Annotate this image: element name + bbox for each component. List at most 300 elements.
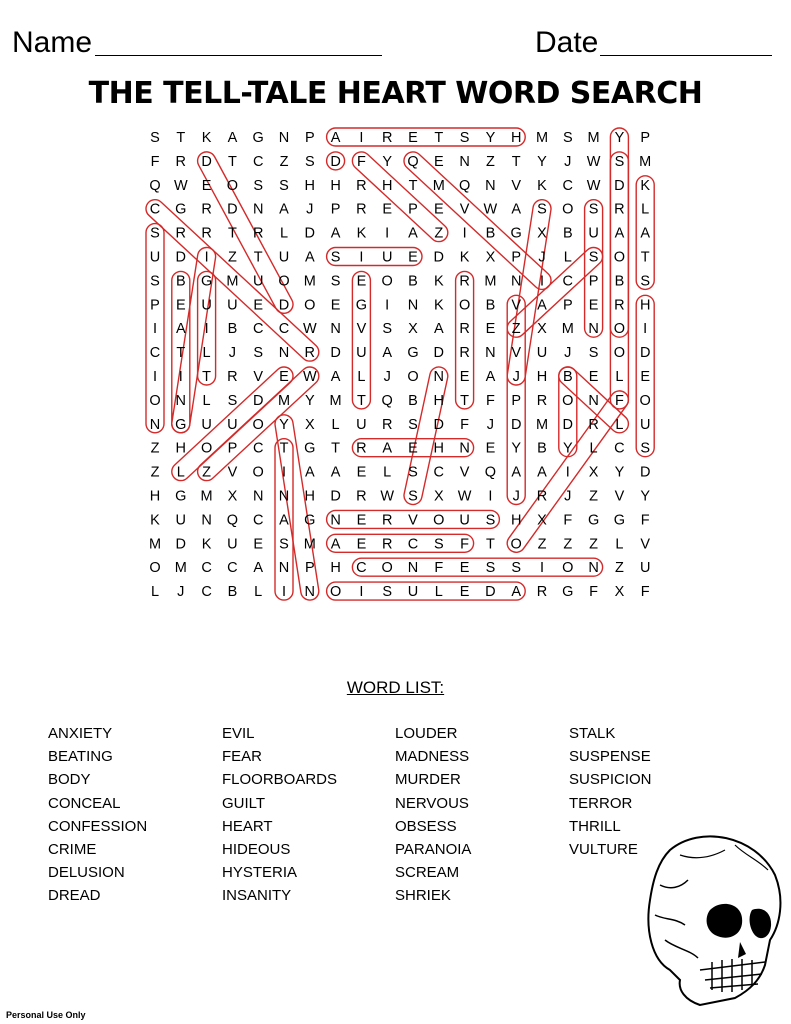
grid-letter: L	[563, 249, 572, 266]
grid-letter: P	[640, 130, 651, 146]
grid-letter: E	[485, 321, 496, 338]
grid-letter: Z	[202, 464, 212, 481]
grid-letter: U	[639, 560, 651, 577]
grid-letter: S	[253, 345, 264, 362]
grid-letter: R	[356, 440, 367, 457]
grid-letter: L	[589, 440, 598, 457]
grid-letter: Y	[485, 130, 496, 146]
grid-letter: Q	[484, 464, 497, 481]
grid-letter: B	[485, 225, 496, 242]
grid-letter: F	[150, 153, 160, 170]
grid-letter: T	[640, 249, 650, 266]
grid-letter: O	[226, 177, 239, 194]
grid-letter: V	[459, 201, 470, 218]
grid-letter: K	[356, 225, 367, 242]
grid-letter: C	[562, 273, 574, 290]
grid-letter: R	[175, 153, 187, 170]
grid-letter: Q	[381, 392, 393, 409]
grid-letter: R	[381, 536, 393, 553]
skull-illustration	[640, 830, 785, 1015]
grid-letter: S	[485, 512, 496, 529]
grid-letter: D	[330, 488, 341, 505]
grid-letter: S	[382, 321, 393, 338]
grid-letter: G	[175, 201, 187, 218]
grid-letter: C	[433, 464, 445, 481]
grid-letter: T	[485, 536, 495, 553]
grid-letter: N	[252, 201, 264, 218]
word-list-item: OBSESS	[395, 817, 457, 835]
grid-letter: F	[563, 512, 573, 529]
page-title: THE TELL-TALE HEART WORD SEARCH	[88, 76, 703, 111]
grid-letter: N	[485, 345, 496, 362]
grid-letter: Y	[640, 488, 651, 505]
name-label: Name	[12, 26, 93, 59]
grid-letter: V	[511, 345, 522, 362]
grid-letter: P	[330, 201, 341, 218]
grid-letter: X	[537, 512, 547, 529]
grid-letter: R	[227, 369, 238, 385]
grid-letter: F	[434, 560, 444, 577]
grid-letter: M	[226, 273, 239, 290]
word-list-item: HYSTERIA	[222, 864, 298, 882]
grid-letter: O	[458, 297, 471, 314]
grid-letter: H	[175, 440, 187, 457]
grid-letter: P	[511, 249, 522, 266]
grid-letter: S	[640, 273, 651, 290]
grid-letter: A	[408, 225, 418, 242]
grid-letter: E	[356, 464, 367, 481]
grid-letter: E	[253, 297, 264, 314]
grid-letter: F	[460, 536, 470, 553]
word-list-item: DELUSION	[48, 864, 125, 882]
grid-letter: N	[330, 512, 341, 529]
grid-letter: U	[588, 225, 599, 242]
grid-letter: S	[408, 464, 418, 481]
grid-letter: J	[538, 249, 546, 266]
grid-letter: Y	[511, 440, 522, 457]
grid-letter: U	[175, 512, 187, 529]
grid-letter: E	[640, 369, 651, 385]
grid-letter: M	[561, 321, 574, 338]
grid-letter: D	[639, 464, 651, 481]
grid-letter: S	[150, 130, 160, 146]
grid-letter: Z	[279, 153, 289, 170]
grid-letter: T	[176, 130, 186, 146]
word-list-column-3	[395, 722, 471, 908]
grid-letter: L	[383, 464, 392, 481]
found-word-highlight	[327, 534, 474, 552]
grid-letter: S	[150, 225, 160, 242]
grid-letter: U	[201, 416, 212, 433]
grid-letter: L	[615, 416, 624, 433]
grid-letter: D	[227, 201, 238, 218]
grid-letter: S	[150, 273, 160, 290]
grid-letter: X	[485, 249, 496, 266]
grid-letter: U	[149, 249, 161, 266]
word-list-item: ANXIETY	[48, 725, 113, 742]
grid-letter: O	[381, 273, 393, 290]
grid-letter: X	[227, 488, 238, 505]
grid-letter: G	[252, 130, 264, 146]
word-list-item: EVIL	[222, 725, 255, 742]
grid-letter: N	[588, 392, 599, 409]
grid-letter: D	[562, 416, 574, 433]
grid-letter: C	[201, 560, 212, 577]
grid-letter: L	[615, 369, 624, 385]
grid-letter: V	[511, 177, 522, 194]
grid-letter: N	[252, 488, 264, 505]
grid-letter: E	[408, 130, 418, 146]
grid-letter: G	[304, 440, 316, 457]
grid-letter: M	[484, 273, 497, 290]
grid-letter: I	[359, 130, 364, 146]
grid-letter: I	[152, 321, 158, 338]
grid-letter: R	[356, 201, 367, 218]
grid-letter: L	[254, 584, 263, 601]
grid-letter: K	[640, 177, 651, 194]
grid-letter: U	[252, 273, 264, 290]
grid-letter: W	[457, 488, 472, 505]
grid-letter: I	[539, 560, 545, 577]
grid-letter: S	[562, 130, 573, 146]
grid-letter: H	[536, 369, 548, 385]
grid-letter: J	[564, 153, 572, 170]
word-list-item: BEATING	[48, 748, 113, 766]
grid-letter: B	[227, 584, 238, 601]
grid-letter: F	[640, 584, 650, 601]
grid-letter: J	[564, 488, 572, 505]
grid-letter: Z	[434, 225, 444, 242]
grid-letter: O	[329, 584, 342, 601]
grid-letter: B	[227, 321, 238, 338]
grid-letter: N	[304, 584, 316, 601]
grid-letter: G	[587, 512, 600, 529]
grid-letter: V	[408, 512, 418, 529]
grid-letter: J	[177, 584, 185, 601]
grid-letter: X	[537, 225, 547, 242]
grid-letter: J	[383, 369, 391, 385]
grid-letter: S	[382, 584, 393, 601]
grid-letter: N	[278, 345, 290, 362]
grid-letter: S	[304, 153, 315, 170]
grid-letter: N	[201, 512, 212, 529]
grid-letter: S	[279, 536, 289, 553]
grid-letter: M	[174, 560, 187, 577]
grid-letter: P	[304, 130, 315, 146]
grid-letter: E	[356, 536, 367, 553]
grid-letter: S	[640, 440, 651, 457]
word-list-item: PARANOIA	[395, 841, 472, 859]
grid-letter: D	[330, 345, 341, 362]
grid-letter: D	[433, 345, 445, 362]
grid-letter: N	[278, 488, 290, 505]
grid-letter: N	[330, 321, 341, 338]
grid-letter: E	[459, 584, 470, 601]
grid-letter: T	[227, 153, 237, 170]
grid-letter: C	[149, 345, 161, 362]
grid-letter: S	[433, 536, 444, 553]
word-list-item: SHRIEK	[395, 887, 451, 905]
grid-letter: A	[330, 369, 341, 385]
grid-letter: I	[488, 488, 493, 505]
word-list-item: FLOORBOARDS	[222, 771, 338, 789]
grid-letter: R	[536, 392, 548, 409]
word-list-item: LOUDER	[395, 725, 458, 742]
grid-letter: C	[356, 560, 367, 577]
grid-letter: T	[176, 345, 186, 362]
grid-letter: N	[459, 153, 470, 170]
grid-letter: N	[407, 297, 419, 314]
grid-letter: E	[279, 369, 289, 385]
grid-letter: T	[434, 130, 444, 146]
grid-letter: D	[433, 249, 445, 266]
grid-letter: W	[302, 369, 317, 385]
grid-letter: I	[385, 297, 390, 314]
grid-letter: N	[433, 369, 445, 385]
grid-letter: N	[510, 273, 522, 290]
found-word-highlight	[610, 128, 628, 409]
word-list-item: INSANITY	[222, 887, 292, 905]
found-word-highlight	[352, 271, 370, 409]
grid-letter: U	[227, 416, 238, 433]
grid-letter: G	[355, 297, 368, 314]
grid-letter: D	[614, 177, 625, 194]
grid-letter: Y	[614, 464, 625, 481]
grid-letter: Y	[562, 440, 573, 457]
grid-letter: E	[408, 249, 418, 266]
grid-letter: A	[330, 464, 341, 481]
grid-letter: P	[150, 297, 160, 314]
grid-letter: N	[149, 416, 161, 433]
grid-letter: V	[640, 536, 651, 553]
grid-letter: X	[408, 321, 418, 338]
grid-letter: H	[149, 488, 161, 505]
grid-letter: A	[511, 201, 522, 218]
grid-letter: Z	[150, 464, 160, 481]
grid-letter: D	[485, 584, 496, 601]
grid-letter: E	[330, 297, 341, 314]
grid-letter: I	[204, 249, 209, 266]
grid-letter: L	[434, 584, 443, 601]
grid-letter: C	[149, 201, 161, 218]
grid-letter: I	[152, 369, 158, 385]
grid-letter: I	[281, 464, 287, 481]
grid-letter: D	[510, 416, 522, 433]
grid-letter: O	[252, 416, 264, 433]
grid-letter: A	[537, 464, 547, 481]
grid-letter: L	[615, 536, 624, 553]
grid-letter: U	[459, 512, 470, 529]
grid-letter: X	[614, 584, 625, 601]
grid-letter: R	[459, 273, 470, 290]
grid-letter: H	[639, 297, 651, 314]
grid-letter: D	[304, 225, 316, 242]
grid-letter: I	[565, 464, 570, 481]
grid-letter: R	[356, 177, 367, 194]
grid-letter: J	[486, 416, 495, 433]
grid-letter: M	[148, 536, 162, 553]
grid-letter: Y	[614, 130, 625, 146]
grid-letter: Y	[279, 416, 289, 433]
grid-letter: U	[407, 584, 419, 601]
grid-letter: O	[510, 536, 522, 553]
grid-letter: A	[614, 225, 625, 242]
grid-letter: Z	[614, 560, 624, 577]
grid-letter: O	[433, 512, 445, 529]
grid-letter: E	[588, 297, 599, 314]
grid-letter: F	[589, 584, 599, 601]
grid-letter: H	[433, 440, 445, 457]
grid-letter: K	[537, 177, 547, 194]
grid-letter: N	[459, 440, 470, 457]
grid-letter: A	[330, 130, 341, 146]
grid-letter: S	[588, 201, 599, 218]
grid-letter: T	[331, 440, 341, 457]
grid-letter: K	[201, 130, 212, 146]
grid-letter: D	[330, 153, 341, 170]
grid-letter: E	[382, 201, 393, 218]
found-word-highlight	[456, 271, 474, 409]
word-list-item: STALK	[569, 725, 616, 742]
grid-letter: O	[304, 297, 316, 314]
grid-letter: S	[408, 416, 418, 433]
grid-letter: F	[485, 392, 495, 409]
grid-letter: A	[304, 249, 315, 266]
grid-letter: D	[175, 536, 187, 553]
grid-letter: V	[511, 297, 522, 314]
grid-letter: E	[201, 177, 212, 194]
grid-letter: T	[460, 392, 470, 409]
grid-letter: E	[175, 297, 186, 314]
grid-letter: R	[614, 297, 625, 314]
grid-letter: H	[304, 177, 316, 194]
grid-letter: V	[356, 321, 367, 338]
grid-letter: B	[408, 273, 418, 290]
grid-letter: E	[433, 153, 444, 170]
word-list-item: CONCEAL	[48, 794, 121, 812]
grid-letter: J	[512, 488, 520, 505]
grid-letter: D	[201, 153, 212, 170]
grid-letter: S	[253, 177, 264, 194]
grid-letter: S	[537, 201, 547, 218]
grid-letter: X	[588, 464, 599, 481]
grid-letter: E	[588, 369, 599, 385]
word-list-item: HIDEOUS	[222, 841, 291, 859]
grid-letter: G	[304, 512, 316, 529]
grid-letter: A	[175, 321, 186, 338]
grid-letter: Z	[537, 536, 547, 553]
word-list-item: GUILT	[222, 794, 266, 812]
grid-letter: T	[279, 440, 289, 457]
grid-letter: S	[614, 153, 625, 170]
grid-letter: O	[200, 440, 213, 457]
grid-letter: N	[175, 392, 187, 409]
grid-letter: B	[562, 369, 573, 385]
grid-letter: C	[252, 153, 264, 170]
grid-letter: C	[278, 321, 290, 338]
grid-letter: I	[385, 225, 390, 242]
word-list-item: THRILL	[569, 817, 621, 835]
grid-letter: C	[562, 177, 574, 194]
grid-letter: L	[279, 225, 289, 242]
grid-letter: I	[359, 584, 364, 601]
grid-letter: A	[382, 345, 393, 362]
grid-letter: L	[641, 201, 650, 218]
grid-letter: U	[356, 345, 367, 362]
word-list-item: CONFESSION	[48, 817, 148, 835]
grid-letter: N	[588, 321, 599, 338]
grid-letter: C	[252, 512, 264, 529]
grid-letter: X	[304, 416, 315, 433]
grid-letter: E	[356, 273, 367, 290]
grid-letter: G	[562, 584, 574, 601]
grid-letter: P	[511, 392, 522, 409]
word-list-item: SCREAM	[395, 864, 460, 882]
word-list-item: DREAD	[48, 887, 101, 905]
grid-letter: W	[586, 153, 601, 170]
grid-letter: N	[278, 560, 290, 577]
grid-letter: H	[381, 177, 393, 194]
grid-letter: T	[202, 369, 212, 385]
grid-letter: R	[536, 584, 548, 601]
grid-letter: W	[302, 321, 317, 338]
grid-letter: Z	[589, 536, 599, 553]
grid-letter: D	[252, 392, 264, 409]
grid-letter: K	[201, 536, 212, 553]
grid-letter: H	[433, 392, 445, 409]
grid-letter: A	[330, 225, 341, 242]
grid-letter: S	[408, 488, 418, 505]
grid-letter: S	[485, 560, 496, 577]
grid-letter: J	[512, 369, 520, 385]
grid-letter: V	[614, 488, 625, 505]
grid-letter: A	[640, 225, 651, 242]
grid-letter: U	[278, 249, 290, 266]
grid-letter: R	[381, 130, 393, 146]
grid-letter: S	[330, 249, 341, 266]
grid-letter: R	[201, 201, 212, 218]
grid-letter: H	[304, 488, 316, 505]
grid-letter: E	[433, 201, 444, 218]
word-list-item: VULTURE	[569, 841, 638, 859]
grid-letter: A	[485, 369, 496, 385]
grid-letter: J	[564, 345, 572, 362]
found-word-highlight	[327, 128, 526, 146]
grid-letter: N	[485, 177, 496, 194]
grid-letter: O	[149, 560, 161, 577]
grid-letter: I	[281, 584, 287, 601]
grid-letter: Y	[304, 392, 315, 409]
grid-letter: R	[201, 225, 212, 242]
grid-letter: B	[485, 297, 496, 314]
grid-letter: M	[587, 130, 600, 146]
grid-letter: Z	[485, 153, 495, 170]
grid-letter: D	[278, 297, 290, 314]
grid-letter: A	[511, 464, 522, 481]
grid-letter: U	[381, 249, 393, 266]
grid-letter: U	[536, 345, 548, 362]
grid-letter: L	[150, 584, 160, 601]
grid-letter: Q	[458, 177, 471, 194]
grid-letter: U	[227, 536, 238, 553]
grid-letter: T	[408, 177, 418, 194]
grid-letter: I	[204, 321, 209, 338]
grid-letter: E	[356, 512, 367, 529]
grid-letter: S	[459, 130, 470, 146]
grid-letter: A	[279, 201, 289, 218]
grid-letter: Y	[537, 153, 547, 170]
grid-letter: L	[202, 392, 211, 409]
